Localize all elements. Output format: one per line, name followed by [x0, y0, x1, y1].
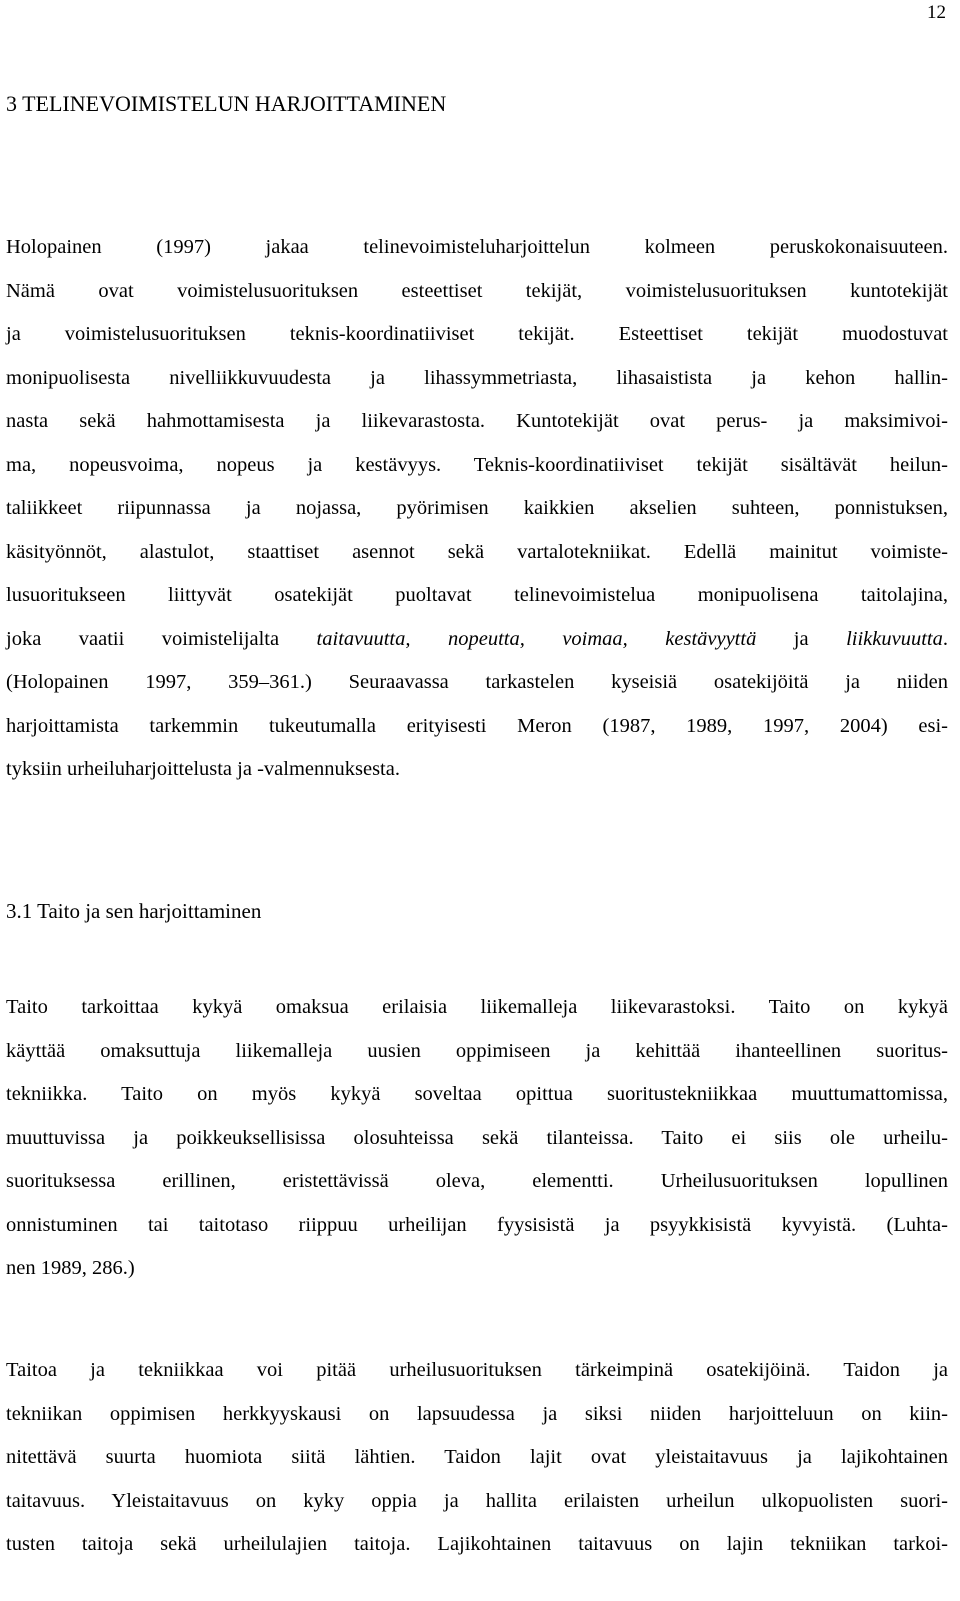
paragraph-1 [6, 226, 948, 792]
paragraph-line: taliikkeet riipunnassa ja nojassa, pyörimisen kaikkien akselien suhteen, ponnistuksen, [6, 497, 948, 519]
paragraph-line: muuttuvissa ja poikkeuksellisissa olosuhteissa sekä tilanteissa. Taito ei siis ole urheilu- [6, 1126, 948, 1149]
paragraph-line: lusuoritukseen liittyvät osatekijät puoltavat telinevoimistelua monipuolisena taitolajina, [6, 584, 948, 606]
paragraph-line: monipuolisesta nivelliikkuvuudesta ja lihassymmetriasta, lihasaistista ja kehon hallin- [6, 366, 948, 389]
line-text: joka vaatii voimistelijalta [6, 627, 317, 650]
paragraph-line-with-emphasis [6, 618, 948, 662]
paragraph-line: Holopainen (1997) jakaa telinevoimisteluharjoittelun kolmeen peruskokonaisuuteen. [6, 236, 948, 258]
paragraph-line: onnistuminen tai taitotaso riippuu urheilijan fyysisistä ja psyykkisistä kyvyistä. (Luhta- [6, 1213, 948, 1236]
paragraph-line: harjoittamista tarkemmin tukeutumalla erityisesti Meron (1987, 1989, 1997, 2004) esi- [6, 714, 948, 737]
line-text: ja [756, 627, 847, 650]
section-title: 3.1 Taito ja sen harjoittaminen [6, 899, 262, 923]
paragraph-line: suorituksessa erillinen, eristettävissä oleva, elementti. Urheilusuorituksen lopullinen [6, 1170, 948, 1192]
page-number: 12 [927, 2, 946, 23]
paragraph-line: ja voimistelusuorituksen teknis-koordinatiiviset tekijät. Esteettiset tekijät muodostuvat [6, 323, 948, 345]
emphasis-mobility: liikkuvuutta [846, 627, 943, 650]
paragraph-3 [6, 1349, 948, 1567]
paragraph-line: (Holopainen 1997, 359–361.) Seuraavassa tarkastelen kyseisiä osatekijöitä ja niiden [6, 671, 948, 693]
paragraph-line: taitavuus. Yleistaitavuus on kyky oppia ja hallita erilaisten urheilun ulkopuolisten suori- [6, 1489, 948, 1512]
paragraph-line: nen 1989, 286.) [6, 1257, 135, 1279]
paragraph-line: tekniikan oppimisen herkkyyskausi on lapsuudessa ja siksi niiden harjoitteluun on kiin- [6, 1402, 948, 1425]
chapter-title: 3 TELINEVOIMISTELUN HARJOITTAMINEN [6, 91, 447, 116]
line-text: . [942, 627, 948, 650]
paragraph-line: nasta sekä hahmottamisesta ja liikevarastosta. Kuntotekijät ovat perus- ja maksimivoi- [6, 410, 948, 432]
paragraph-line: Nämä ovat voimistelusuorituksen esteettiset tekijät, voimistelusuorituksen kuntotekijät [6, 279, 948, 302]
paragraph-line: Taito tarkoittaa kykyä omaksua erilaisia liikemalleja liikevarastoksi. Taito on kykyä [6, 996, 948, 1018]
paragraph-line: Taitoa ja tekniikkaa voi pitää urheilusuorituksen tärkeimpinä osatekijöinä. Taidon ja [6, 1359, 948, 1381]
paragraph-line: tusten taitoja sekä urheilulajien taitoja. Lajikohtainen taitavuus on lajin tekniikan tarkoi- [6, 1533, 948, 1555]
paragraph-line: nitettävä suurta huomiota siitä lähtien. Taidon lajit ovat yleistaitavuus ja lajikohtainen [6, 1446, 948, 1468]
paragraph-line: ma, nopeusvoima, nopeus ja kestävyys. Teknis-koordinatiiviset tekijät sisältävät heilun- [6, 453, 948, 476]
paragraph-2 [6, 986, 948, 1291]
emphasis-qualities: taitavuutta, nopeutta, voimaa, kestävyyttä [316, 627, 757, 650]
paragraph-line: käyttää omaksuttuja liikemalleja uusien oppimiseen ja kehittää ihanteellinen suoritus- [6, 1039, 948, 1062]
paragraph-line: käsityönnöt, alastulot, staattiset asennot sekä vartalotekniikat. Edellä mainitut voimiste- [6, 540, 948, 563]
paragraph-line: tyksiin urheiluharjoittelusta ja -valmennuksesta. [6, 758, 400, 780]
paragraph-line: tekniikka. Taito on myös kykyä soveltaa opittua suoritustekniikkaa muuttumattomissa, [6, 1083, 948, 1105]
